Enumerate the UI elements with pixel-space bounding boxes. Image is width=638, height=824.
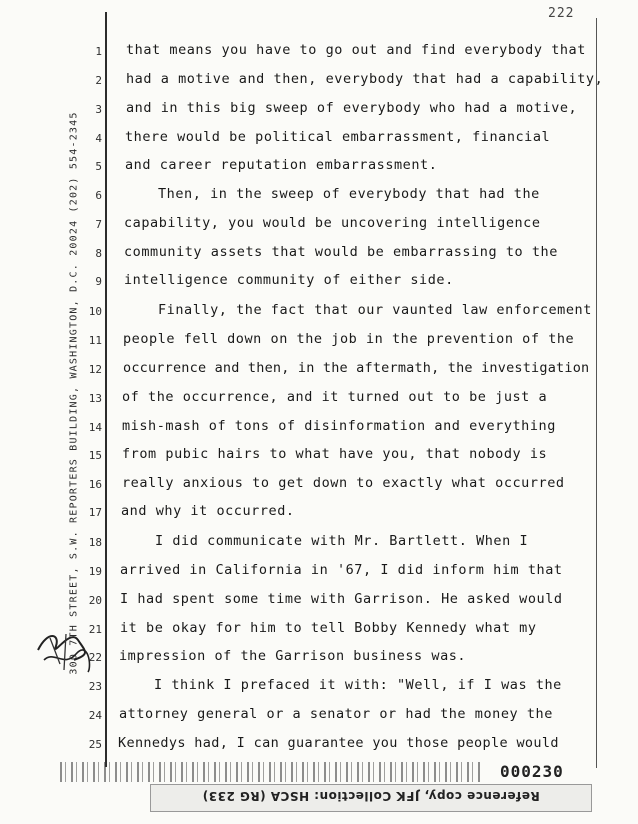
line-number: 3 [95, 103, 102, 116]
line-text: and why it occurred. [121, 503, 295, 519]
line-text: occurrence and then, in the aftermath, the investigation [123, 360, 590, 376]
line-number: 17 [88, 506, 102, 519]
line-number: 21 [88, 623, 102, 636]
transcript-line [0, 360, 638, 388]
line-number: 18 [88, 536, 102, 549]
transcript-line [0, 475, 638, 503]
line-text: intelligence community of either side. [124, 272, 454, 288]
transcript-line [0, 186, 638, 214]
transcript-line [0, 706, 638, 734]
line-number: 25 [88, 738, 102, 751]
line-number: 14 [88, 421, 102, 434]
transcript-line [0, 215, 638, 243]
line-text: Then, in the sweep of everybody that had the [158, 186, 540, 202]
line-text: really anxious to get down to exactly what occurred [122, 475, 565, 491]
line-text: impression of the Garrison business was. [119, 648, 467, 664]
transcript-line [0, 677, 638, 705]
line-text: arrived in California in '67, I did inform him that [120, 562, 563, 578]
line-text: it be okay for him to tell Bobby Kennedy what my [120, 620, 537, 636]
scan-artifact-strip [60, 760, 600, 784]
transcript-line [0, 244, 638, 272]
line-number: 5 [95, 160, 102, 173]
line-text: I did communicate with Mr. Bartlett. When I [155, 533, 529, 549]
line-number: 20 [88, 594, 102, 607]
transcript-line [0, 503, 638, 531]
line-text: there would be political embarrassment, financial [125, 129, 551, 145]
transcript-line [0, 591, 638, 619]
line-text: that means you have to go out and find everybody that [126, 42, 586, 58]
transcript-line [0, 129, 638, 157]
line-text: Finally, the fact that our vaunted law enforcement [158, 302, 592, 318]
line-text: and in this big sweep of everybody who had a motive, [126, 100, 578, 116]
transcript-line [0, 42, 638, 70]
page-number: 222 [548, 6, 575, 21]
line-text: mish-mash of tons of disinformation and everything [122, 418, 556, 434]
line-number: 7 [95, 218, 102, 231]
transcript-line [0, 418, 638, 446]
transcript-line [0, 533, 638, 561]
line-number: 15 [88, 449, 102, 462]
line-number: 6 [95, 189, 102, 202]
line-text: had a motive and then, everybody that had a capability, [126, 71, 604, 87]
line-number: 8 [95, 247, 102, 260]
line-number: 2 [95, 74, 102, 87]
line-text: capability, you would be uncovering intelligence [124, 215, 541, 231]
line-number: 23 [88, 680, 102, 693]
transcript-line [0, 71, 638, 99]
line-number: 11 [88, 334, 102, 347]
handwritten-initials-mark [30, 620, 100, 680]
transcript-line [0, 302, 638, 330]
line-text: of the occurrence, and it turned out to be just a [122, 389, 548, 405]
transcript-line [0, 562, 638, 590]
line-text: people fell down on the job in the prevention of the [123, 331, 575, 347]
line-number: 9 [95, 275, 102, 288]
side-address-text: 300 7TH STREET, S.W. REPORTERS BUILDING, WASHINGTON, D.C. 20024 (202) 554-2345 [68, 111, 80, 675]
reference-caption-bar [150, 784, 592, 812]
line-text: and career reputation embarrassment. [125, 157, 438, 173]
reference-caption: Reference copy, JFK Collection: HSCA (RG 233) [202, 789, 540, 803]
line-text: from pubic hairs to what have you, that nobody is [122, 446, 548, 462]
transcript-line [0, 735, 638, 763]
line-number: 16 [88, 478, 102, 491]
line-text: I think I prefaced it with: "Well, if I was the [154, 677, 562, 693]
line-number: 1 [95, 45, 102, 58]
line-text: Kennedys had, I can guarantee you those people would [118, 735, 559, 751]
transcript-line [0, 331, 638, 359]
line-number: 24 [88, 709, 102, 722]
line-text: I had spent some time with Garrison. He asked would [120, 591, 563, 607]
transcript-line [0, 157, 638, 185]
line-text: community assets that would be embarrassing to the [124, 244, 558, 260]
line-number: 19 [88, 565, 102, 578]
transcript-line [0, 272, 638, 300]
transcript-line [0, 389, 638, 417]
line-number: 13 [88, 392, 102, 405]
document-control-number: 000230 [500, 762, 564, 781]
transcript-line [0, 100, 638, 128]
scan-noise [60, 762, 480, 782]
line-number: 4 [95, 132, 102, 145]
line-number: 12 [88, 363, 102, 376]
line-number: 10 [88, 305, 102, 318]
line-text: attorney general or a senator or had the money the [119, 706, 553, 722]
transcript-line [0, 446, 638, 474]
line-number: 22 [88, 651, 102, 664]
